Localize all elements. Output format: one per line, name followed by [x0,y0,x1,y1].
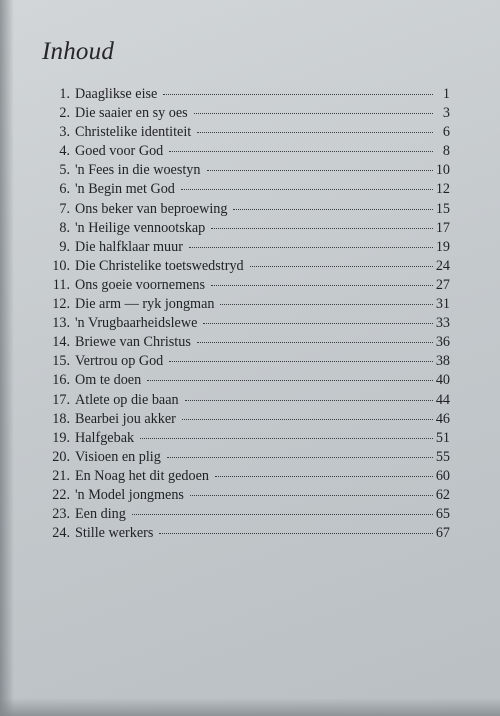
toc-entry-number: 22. [52,486,70,503]
toc-entry [40,468,450,487]
toc-entry-title: Die Christelike toetswedstryd [75,257,244,274]
toc-entry-title: Goed voor God [75,143,164,160]
toc-entry [40,201,450,220]
dot-leader [147,380,433,381]
toc-entry-number: 8. [59,219,70,236]
toc-entry-page-number: 27 [435,276,450,293]
toc-entry-number: 24. [52,525,70,542]
toc-entry-title: Bearbei jou akker [75,410,176,427]
toc-entry-title: En Noag het dit gedoen [75,467,209,484]
toc-entry-title: Halfgebak [75,429,135,446]
toc-entry [40,372,450,391]
toc-entry [40,143,450,162]
toc-entry [40,334,450,353]
toc-entry-number: 5. [59,162,70,179]
toc-entry [40,86,450,105]
toc-entry-page-number: 19 [435,238,450,255]
page-title: Inhoud [42,38,115,65]
toc-entry-number: 4. [59,143,70,160]
toc-entry-title: Visioen en plig [75,448,161,465]
toc-entry-page-number: 31 [435,296,450,313]
toc-entry [40,430,450,449]
toc-entry-title: Ons goeie voornemens [75,276,206,293]
dot-leader [185,400,433,401]
toc-entry-page-number: 65 [435,506,450,523]
toc-entry-title: Daaglikse eise [75,86,158,102]
toc-entry-title: Christelike identiteit [75,124,192,141]
toc-entry-title: Om te doen [75,372,142,389]
toc-entry-number: 11. [52,276,70,293]
dot-leader [132,514,433,515]
toc-entry-page-number: 17 [435,219,450,236]
toc-entry-number: 12. [52,296,70,313]
spine-shadow [0,0,14,716]
toc-entry-title: Die halfklaar muur [75,238,183,255]
toc-entry-title: Een ding [75,506,126,523]
toc-entry [40,239,450,258]
toc-entry-page-number: 33 [435,315,450,332]
toc-entry-page-number: 44 [435,391,450,408]
dot-leader [250,266,433,267]
toc-entry-number: 19. [52,429,70,446]
toc-entry-number: 14. [52,334,70,351]
page-bottom-edge [0,698,500,716]
toc-entry-number: 18. [52,410,70,427]
toc-entry-page-number: 46 [435,410,450,427]
toc-entry-page-number: 24 [435,257,450,274]
dot-leader [182,419,433,420]
toc-entry-number: 20. [52,448,70,465]
toc-entry-page-number: 10 [435,162,450,179]
toc-entry [40,296,450,315]
dot-leader [207,170,433,171]
dot-leader [220,304,432,305]
toc-entry-number: 13. [52,315,70,332]
toc-entry [40,449,450,468]
toc-entry-page-number: 38 [435,353,450,370]
toc-entry [40,487,450,506]
dot-leader [233,209,432,210]
toc-entry-page-number: 51 [435,429,450,446]
dot-leader [211,285,433,286]
toc-entry [40,392,450,411]
dot-leader [159,533,432,534]
toc-entry [40,353,450,372]
toc-entry-page-number: 67 [435,525,450,542]
toc-entry-page-number: 6 [442,124,450,141]
dot-leader [197,342,433,343]
toc-entry-number: 9. [59,238,70,255]
toc-entry [40,506,450,525]
toc-entry-page-number: 60 [435,467,450,484]
dot-leader [169,151,433,152]
dot-leader [211,228,433,229]
toc-entry [40,277,450,296]
toc-entry-title: Stille werkers [75,525,154,542]
toc-entry-number: 16. [52,372,70,389]
toc-entry-title: Ons beker van beproewing [75,200,228,217]
toc-entry-page-number: 12 [435,181,450,198]
toc-entry-title: Die saaier en sy oes [75,105,188,122]
toc-entry [40,315,450,334]
dot-leader [197,132,433,133]
toc-entry-page-number: 8 [442,143,450,160]
toc-entry-number: 10. [52,257,70,274]
dot-leader [190,495,433,496]
dot-leader [163,94,433,95]
toc-entry-number: 1. [59,86,70,102]
toc-entry [40,525,450,544]
toc-entry [40,181,450,200]
toc-entry-page-number: 1 [442,86,450,102]
toc-entry-number: 3. [59,124,70,141]
toc-entry-title: 'n Heilige vennootskap [75,219,206,236]
toc-entry-number: 21. [52,467,70,484]
toc-entry-page-number: 55 [435,448,450,465]
toc-entry-number: 7. [59,200,70,217]
toc-entry-page-number: 3 [442,105,450,122]
dot-leader [169,361,433,362]
toc-entry-title: 'n Begin met God [75,181,175,198]
dot-leader [140,438,433,439]
toc-entry [40,411,450,430]
toc-entry-title: 'n Model jongmens [75,486,184,503]
toc-entry-title: Atlete op die baan [75,391,179,408]
toc-entry-page-number: 36 [435,334,450,351]
dot-leader [215,476,433,477]
dot-leader [167,457,433,458]
toc-entry-page-number: 40 [435,372,450,389]
toc-entry [40,105,450,124]
toc-entry-title: Briewe van Christus [75,334,191,351]
toc-entry [40,258,450,277]
dot-leader [194,113,433,114]
toc-entry-title: 'n Fees in die woestyn [75,162,201,179]
dot-leader [181,189,433,190]
toc-entry-page-number: 15 [435,200,450,217]
toc-entry-title: Die arm — ryk jongman [75,296,215,313]
toc-entry [40,220,450,239]
toc-entry-title: Vertrou op God [75,353,164,370]
toc-entry-number: 17. [52,391,70,408]
dot-leader [203,323,432,324]
toc-entry-number: 2. [59,105,70,122]
toc-entry-number: 15. [52,353,70,370]
toc-entry [40,124,450,143]
dot-leader [189,247,433,248]
toc-entry-number: 23. [52,506,70,523]
toc-entry [40,162,450,181]
toc-entry-number: 6. [59,181,70,198]
table-of-contents [40,86,450,544]
toc-entry-page-number: 62 [435,486,450,503]
toc-entry-title: 'n Vrugbaarheidslewe [75,315,198,332]
